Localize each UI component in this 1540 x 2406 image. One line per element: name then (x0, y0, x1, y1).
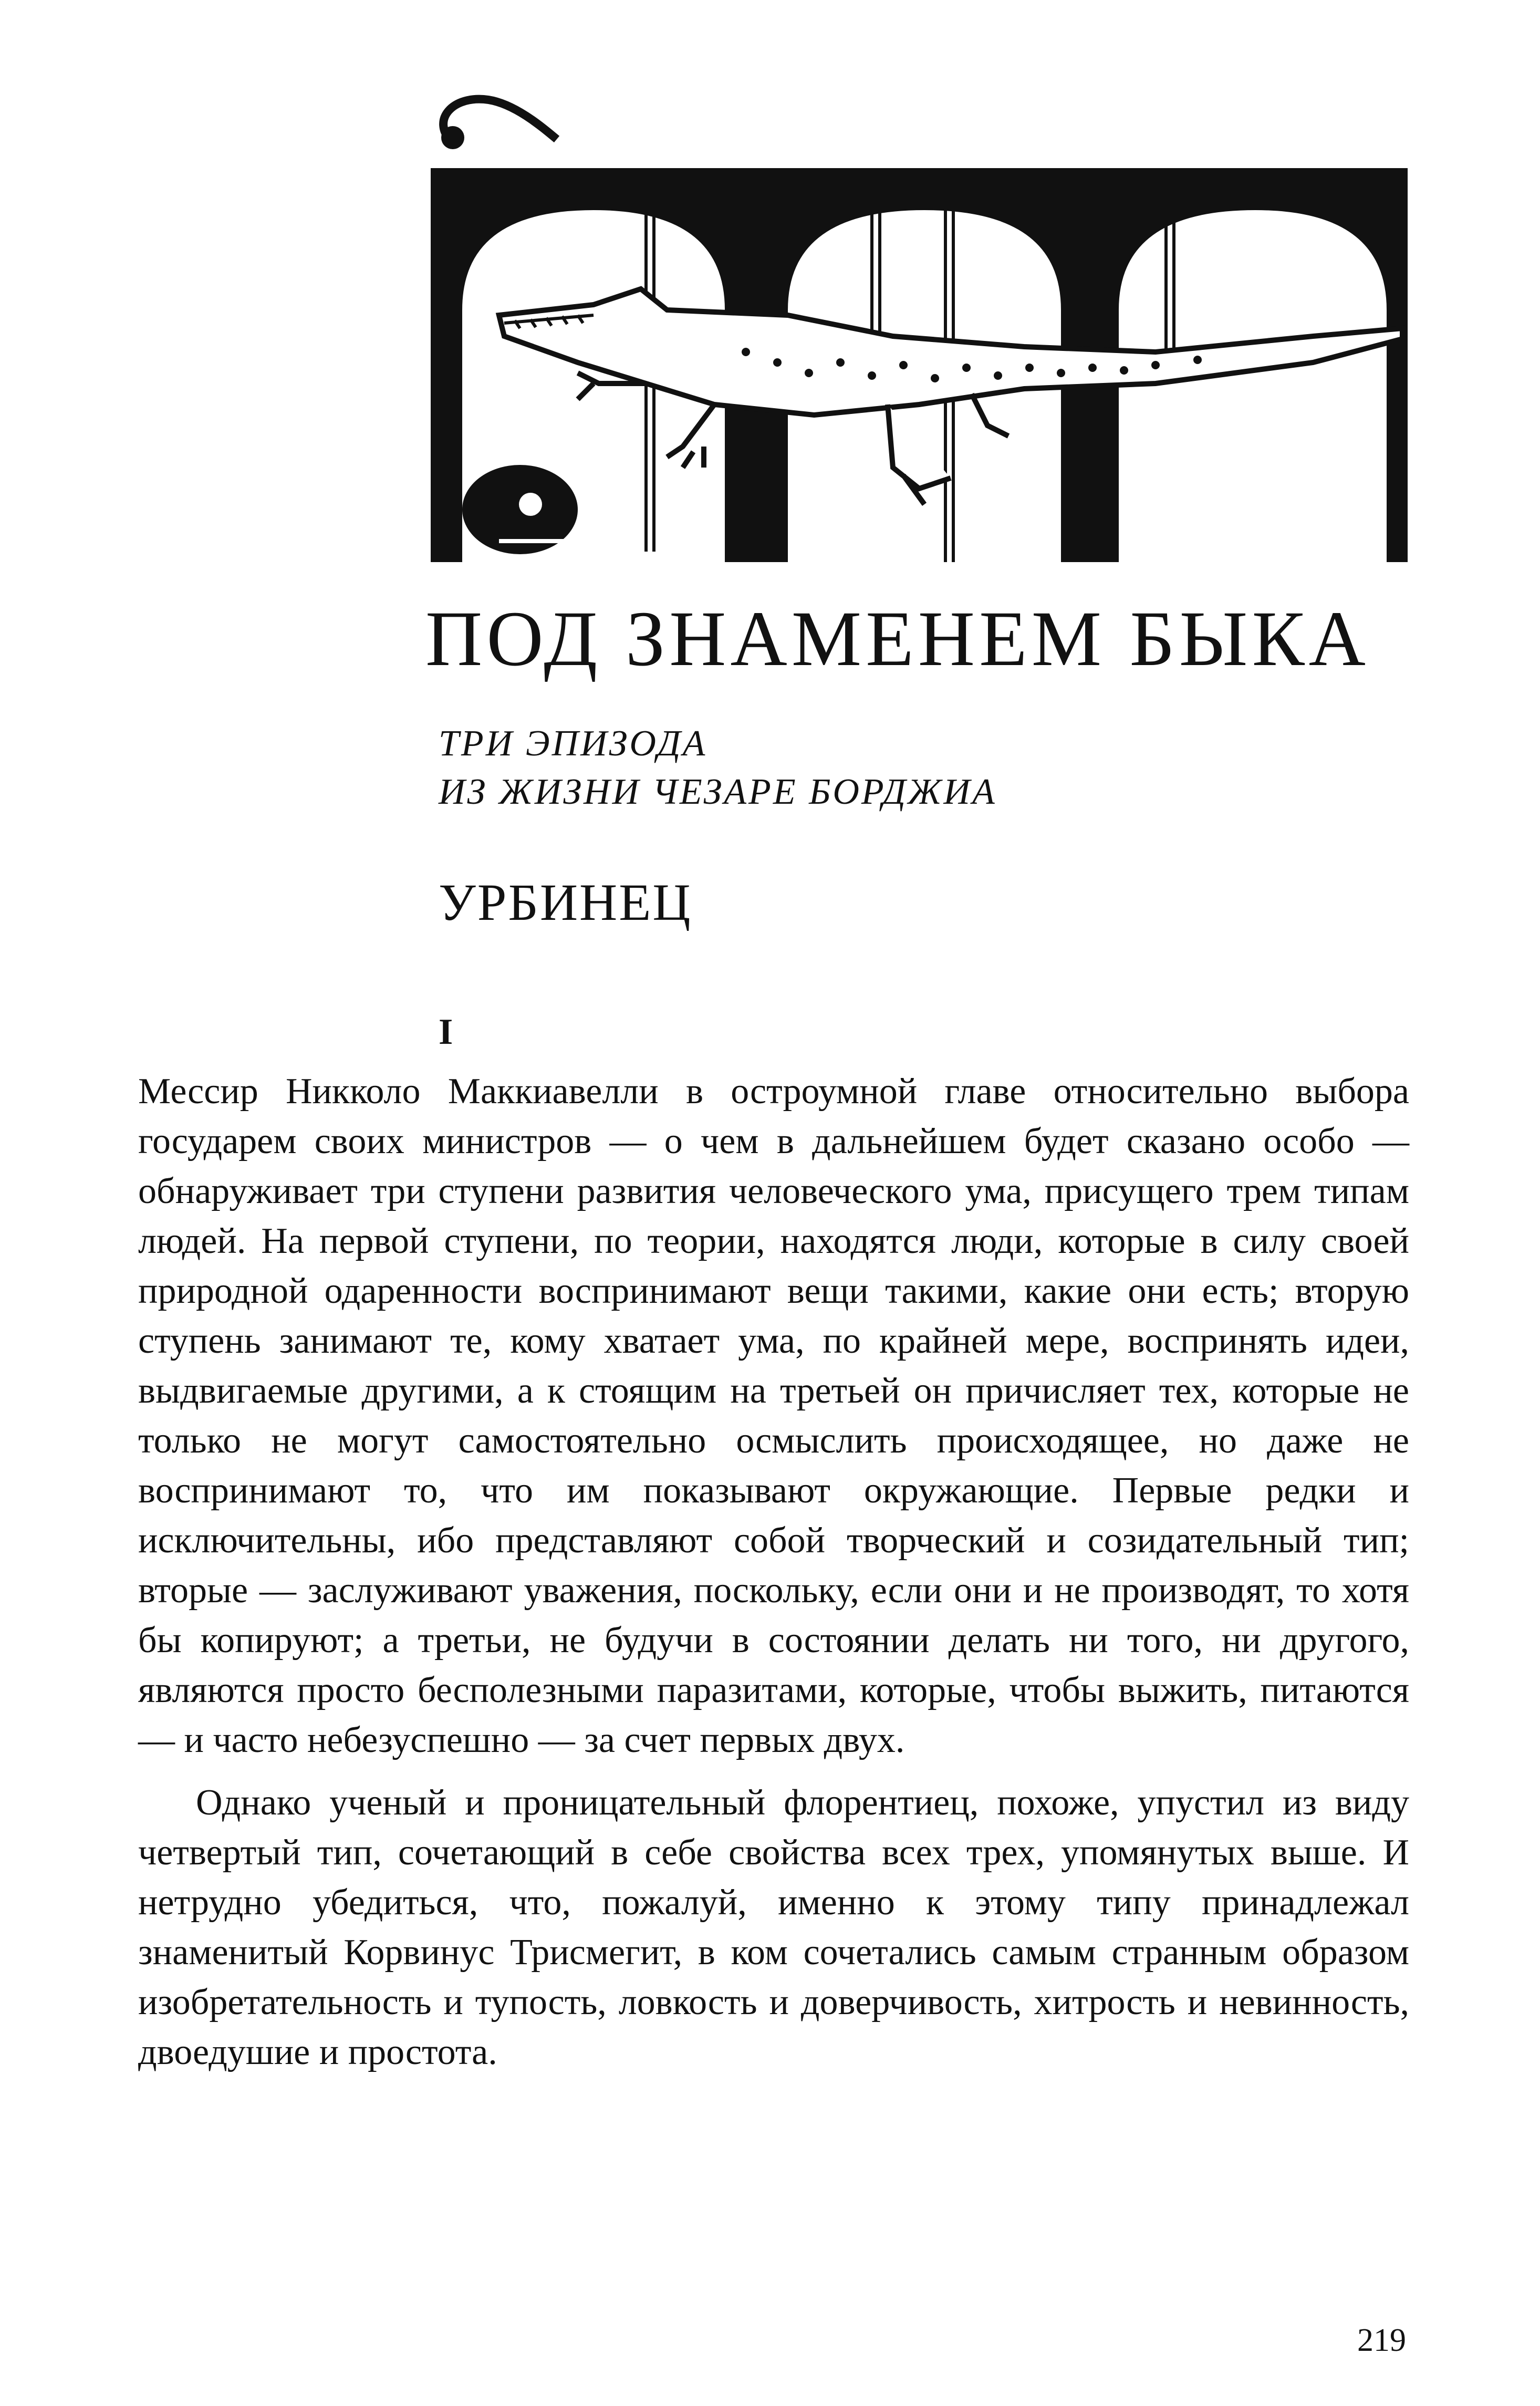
body-text (138, 1066, 1409, 2077)
section-number: I (439, 1012, 453, 1052)
chapter-illustration (420, 89, 1418, 573)
paragraph: Мессир Никколо Маккиавелли в остроумной главе относительно выбора государем своих министров — о чем в дальнейшем будет сказано особо — обнаруживает три ступени развития человеческого ума, присущего трем типам людей. На первой ступени, по теории, находятся люди, которые в силу своей природной одаренности воспринимают вещи такими, какие они есть; вторую ступень занимают те, кому хватает ума, по крайней мере, воспринять идеи, выдвигаемые другими, а к стоящим на третьей он причисляет тех, которые не только не могут самостоятельно осмыслить происходящее, но даже не воспринимают то, что им показывают окружающие. Первые редки и исключительны, ибо представляют собой творческий и созидательный тип; вторые — заслуживают уважения, поскольку, если они и не производят, то хотя бы копируют; а третьи, не будучи в состоянии делать ни того, ни другого, являются просто бесполезными паразитами, которые, чтобы выжить, питаются — и часто небезуспешно — за счет первых двух. (138, 1071, 1409, 1760)
subtitle-line-1: ТРИ ЭПИЗОДА (439, 723, 707, 764)
chapter-title: УРБИНЕЦ (439, 873, 692, 931)
book-title: ПОД ЗНАМЕНЕМ БЫКА (425, 595, 1370, 682)
arcade-crocodile-icon (420, 89, 1418, 573)
subtitle-line-2: ИЗ ЖИЗНИ ЧЕЗАРЕ БОРДЖИА (439, 772, 997, 812)
page-number: 219 (1357, 2322, 1406, 2358)
book-subtitle (439, 720, 997, 816)
paragraph: Однако ученый и проницательный флорентиец, похоже, упустил из виду четвертый тип, сочетающий в себе свойства всех трех, упомянутых выше. И нетрудно убедиться, что, пожалуй, именно к этому типу принадлежал знаменитый Корвинус Трисмегит, в ком сочетались самым странным образом изобретательность и тупость, ловкость и доверчивость, хитрость и невинность, двоедушие и простота. (138, 1782, 1409, 2072)
